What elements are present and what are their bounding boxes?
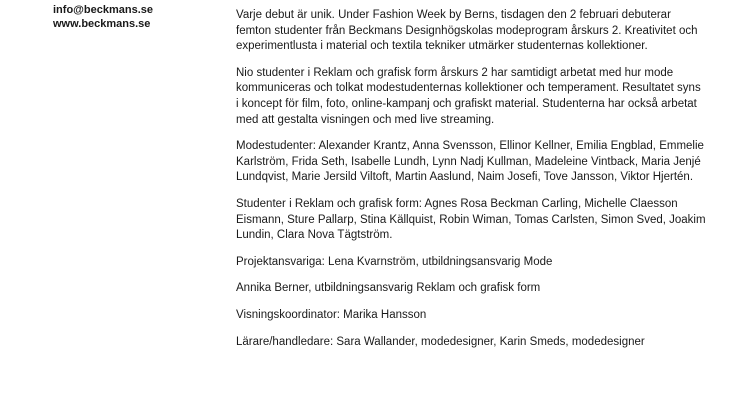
paragraph-teachers: Lärare/handledare: Sara Wallander, modedesigner, Karin Smeds, modedesigner [236, 335, 645, 348]
paragraph-advertising-students-list: Studenter i Reklam och grafisk form: Agnes Rosa Beckman Carling, Michelle Claesson Eismann, Sture Pallarp, Stina Källquist, Robin Wiman, Tomas Carlsten, Simon Sved, Joakim Lundin, Clara Nova Tägtström. [236, 197, 706, 242]
paragraph-advertising-students: Nio studenter i Reklam och grafisk form årskurs 2 har samtidigt arbetat med hur mode kommuniceras och tolkat modestudenternas kollektioner och temperament. Resultatet syns i koncept för film, foto, online-kampanj och grafiskt material. Studenterna har också arbetat med att gestalta visningen och med live streaming. [236, 66, 701, 126]
paragraph-fashion-students-list: Modestudenter: Alexander Krantz, Anna Svensson, Ellinor Kellner, Emilia Engblad, Emmelie Karlström, Frida Seth, Isabelle Lundh, Lynn Nadj Kullman, Madeleine Vintback, Maria Jenjé Lundqvist, Marie Jersild Viltoft, Martin Aaslund, Naim Josefi, Tove Jansson, Viktor Hjertén. [236, 140, 704, 184]
paragraph-intro: Varje debut är unik. Under Fashion Week by Berns, tisdagen den 2 februari debuterar femton studenter från Beckmans Designhögskolas modeprogram årskurs 2. Kreativitet och experimentlusta i material och textila tekniker utmärker studenternas kollektioner. [236, 9, 698, 53]
paragraph-project-managers: Projektansvariga: Lena Kvarnström, utbildningsansvarig Mode [236, 255, 553, 268]
contact-website[interactable]: www.beckmans.se [53, 18, 151, 30]
paragraph-program-manager: Annika Berner, utbildningsansvarig Reklam och grafisk form [236, 282, 541, 295]
press-release-body [236, 8, 706, 361]
paragraph-show-coordinator: Visningskoordinator: Marika Hansson [236, 308, 427, 321]
contact-block [53, 3, 153, 31]
contact-email[interactable]: info@beckmans.se [53, 4, 153, 16]
